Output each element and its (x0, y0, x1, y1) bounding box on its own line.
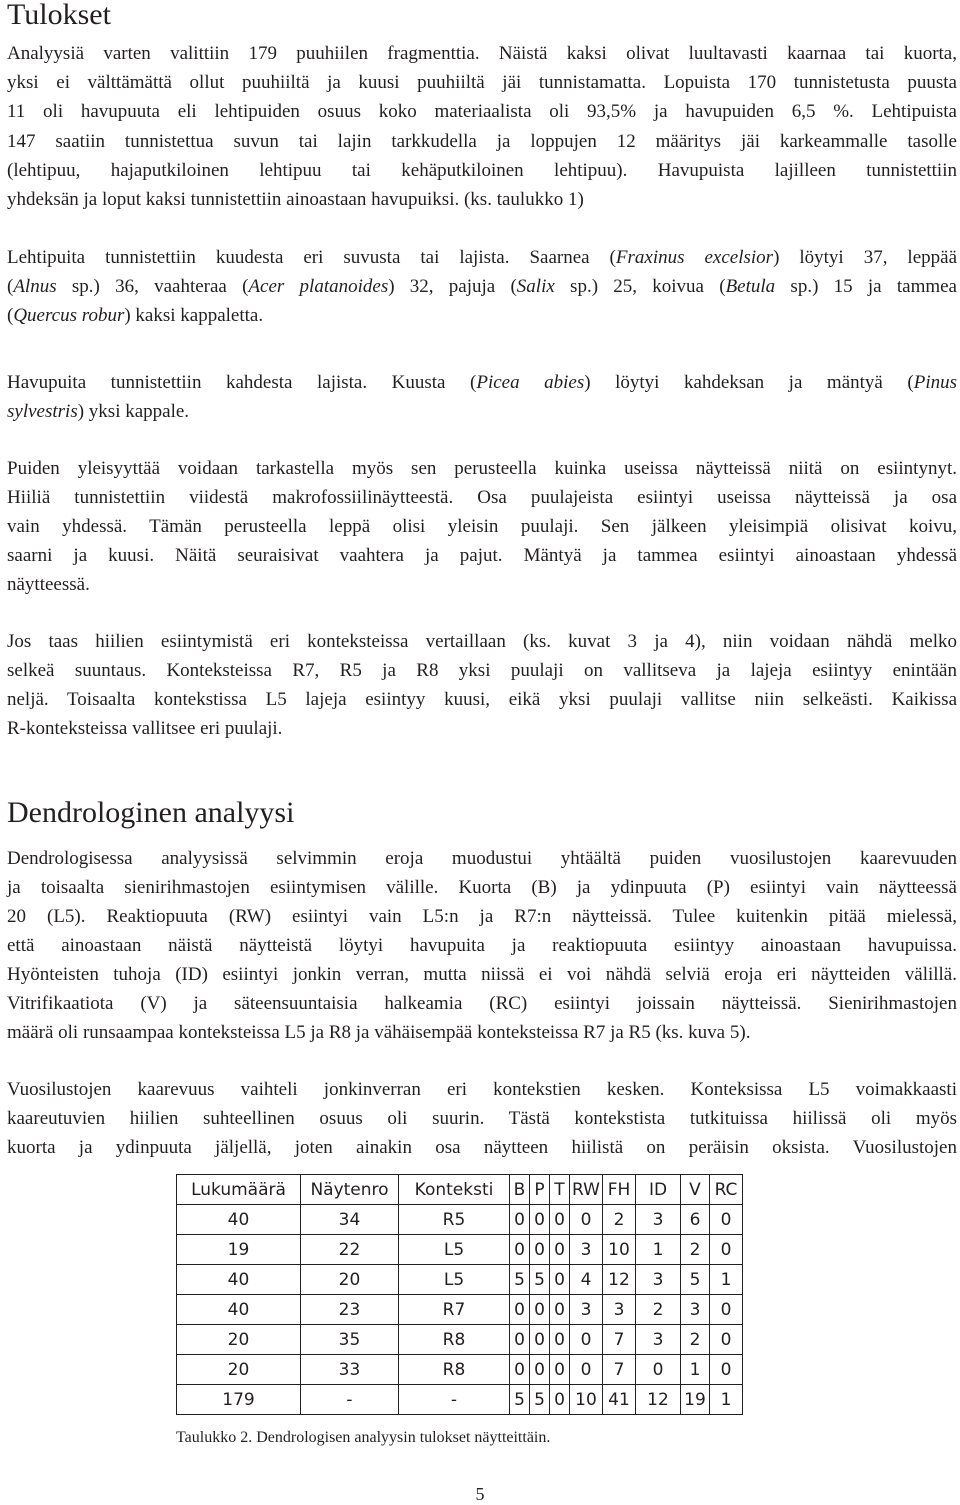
table-cell: 35 (301, 1325, 399, 1355)
header-b: B (510, 1175, 530, 1205)
table-cell: 5 (530, 1385, 550, 1415)
text-line: neljä. Toisaalta kontekstissa L5 lajeja esiintyy kuusi, eikä yksi puulaji vallitse niin selkeästi. Kaikissa (7, 689, 957, 710)
text-line: Lehtipuita tunnistettiin kuudesta eri suvusta tai lajista. Saarnea (Fraxinus excelsior) löytyi 37, leppää (7, 247, 958, 268)
header-fh: FH (603, 1175, 636, 1205)
table-cell: 5 (681, 1265, 710, 1295)
table-cell: 3 (636, 1325, 681, 1355)
species-name: Quercus robur (13, 305, 125, 326)
table-cell: 40 (177, 1265, 301, 1295)
header-sample-number: Näytenro (301, 1175, 399, 1205)
table-cell: 0 (570, 1205, 603, 1235)
section-heading-results: Tulokset (7, 0, 111, 31)
table-row (177, 1235, 743, 1265)
table-cell: 3 (570, 1235, 603, 1265)
text-line: 11 oli havupuuta eli lehtipuiden osuus koko materiaalista oli 93,5% ja havupuiden 6,5 %. Lehtipuista (7, 101, 957, 122)
table-cell: 3 (603, 1295, 636, 1325)
header-t: T (550, 1175, 570, 1205)
table-cell: 0 (510, 1205, 530, 1235)
table-cell: 19 (177, 1235, 301, 1265)
table-cell: 0 (510, 1325, 530, 1355)
table-cell: 1 (710, 1385, 743, 1415)
table-cell: 19 (681, 1385, 710, 1415)
species-name: Salix (516, 276, 555, 297)
table-cell: 20 (177, 1325, 301, 1355)
table-cell: - (399, 1385, 510, 1415)
table-cell: 5 (510, 1385, 530, 1415)
header-rc: RC (710, 1175, 743, 1205)
table-cell: 0 (710, 1235, 743, 1265)
table-cell: 33 (301, 1355, 399, 1385)
table-cell: 2 (603, 1205, 636, 1235)
text-line: kaareutuvien hiilien suhteellinen osuus oli suurin. Tästä kontekstista tutkituissa hiilissä oli myös (7, 1108, 957, 1129)
text-line: (Quercus robur) kaksi kappaletta. (7, 305, 264, 326)
table-cell: 0 (530, 1355, 550, 1385)
species-name: sylvestris (7, 401, 78, 422)
text-line: Hyönteisten tuhoja (ID) esiintyi jonkin verran, mutta niissä ei voi nähdä selviä eroja eri näytteiden välillä. (7, 964, 957, 985)
table-row (177, 1265, 743, 1295)
text-line: näytteessä. (7, 574, 90, 595)
table-cell: 20 (301, 1265, 399, 1295)
table-row (177, 1385, 743, 1415)
table-cell: 0 (550, 1355, 570, 1385)
table-cell: 3 (636, 1265, 681, 1295)
table-row (177, 1295, 743, 1325)
table-cell: L5 (399, 1235, 510, 1265)
table-cell: 0 (510, 1235, 530, 1265)
table-cell: 10 (603, 1235, 636, 1265)
table-cell: 3 (636, 1205, 681, 1235)
header-count: Lukumäärä (177, 1175, 301, 1205)
text-line: kuorta ja ydinpuuta jäljellä, joten ainakin osa näytteen hiilistä on peräisin oksista. Vuosilustojen (7, 1137, 957, 1158)
table-cell: 10 (570, 1385, 603, 1415)
table-cell: 0 (510, 1355, 530, 1385)
section-heading-dendrology: Dendrologinen analyysi (7, 796, 295, 829)
table-cell: 6 (681, 1205, 710, 1235)
text-line: R-konteksteissa vallitsee eri puulaji. (7, 718, 283, 739)
table-header-row (177, 1175, 743, 1205)
species-name: Acer platanoides (248, 276, 389, 297)
text-line: saarni ja kuusi. Näitä seuraisivat vaahtera ja pajut. Mäntyä ja tammea esiintyi ainoastaan yhdessä (7, 545, 957, 566)
table-cell: 34 (301, 1205, 399, 1235)
table-cell: 0 (710, 1325, 743, 1355)
text-line: ja toisaalta sienirihmastojen esiintymisen välille. Kuorta (B) ja ydinpuuta (P) esiintyi vain näytteessä (7, 877, 957, 898)
table-row (177, 1325, 743, 1355)
species-name: Betula (725, 276, 776, 297)
table-cell: 41 (603, 1385, 636, 1415)
table-cell: 4 (570, 1265, 603, 1295)
table-row (177, 1355, 743, 1385)
table-body (177, 1205, 743, 1415)
table-cell: 1 (710, 1265, 743, 1295)
text-line: Analyysiä varten valittiin 179 puuhiilen fragmenttia. Näistä kaksi olivat luultavasti kaarnaa tai kuorta, (7, 43, 957, 64)
table-cell: 1 (636, 1235, 681, 1265)
table-cell: 23 (301, 1295, 399, 1325)
header-v: V (681, 1175, 710, 1205)
table-cell: 179 (177, 1385, 301, 1415)
text-line: Hiiliä tunnistettiin viidestä makrofossiilinäytteestä. Osa puulajeista esiintyi useissa näytteissä ja osa (7, 487, 957, 508)
text-line: 147 saatiin tunnistettua suvun tai lajin tarkkudella ja loppujen 12 määritys jäi karkeammalle tasolle (7, 131, 957, 152)
table-row (177, 1205, 743, 1235)
table-cell: R7 (399, 1295, 510, 1325)
table-cell: 0 (636, 1355, 681, 1385)
header-context: Konteksti (399, 1175, 510, 1205)
table-cell: 0 (530, 1325, 550, 1355)
table-cell: 0 (530, 1235, 550, 1265)
table-cell: 0 (570, 1325, 603, 1355)
text-line: selkeä suuntaus. Konteksteissa R7, R5 ja R8 yksi puulaji on vallitseva ja lajeja esiintyy enintään (7, 660, 957, 681)
table-cell: 0 (550, 1205, 570, 1235)
text-line: 20 (L5). Reaktiopuuta (RW) esiintyi vain L5:n ja R7:n näytteissä. Tulee kuitenkin pitää mielessä, (7, 906, 957, 927)
table-caption: Taulukko 2. Dendrologisen analyysin tulokset näytteittäin. (176, 1429, 551, 1446)
table-cell: 1 (681, 1355, 710, 1385)
table-cell: 7 (603, 1355, 636, 1385)
table-cell: R5 (399, 1205, 510, 1235)
table-cell: 0 (710, 1295, 743, 1325)
text-line: Jos taas hiilien esiintymistä eri konteksteissa vertaillaan (ks. kuvat 3 ja 4), niin voidaan nähdä melko (7, 631, 957, 652)
species-name: Picea abies (476, 372, 585, 393)
text-line: että ainoastaan näistä näytteistä löytyi havupuita ja reaktiopuuta esiintyy ainoastaan havupuissa. (7, 935, 957, 956)
text-line: Vitrifikaatiota (V) ja säteensuuntaisia halkeamia (RC) esiintyi joissain näytteissä. Sienirihmastojen (7, 993, 957, 1014)
table-cell: 20 (177, 1355, 301, 1385)
species-name: Alnus (13, 276, 57, 297)
text-line: Puiden yleisyyttää voidaan tarkastella myös sen perusteella kuinka useissa näytteissä niitä on esiintynyt. (7, 458, 957, 479)
table-cell: 0 (710, 1355, 743, 1385)
table-cell: - (301, 1385, 399, 1415)
table-cell: 0 (530, 1205, 550, 1235)
text-line: Dendrologisessa analyysissä selvimmin eroja muodustui yhtäältä puiden vuosilustojen kaarevuuden (7, 848, 957, 869)
species-name: Pinus (913, 372, 957, 393)
header-id: ID (636, 1175, 681, 1205)
text-line: (Alnus sp.) 36, vaahteraa (Acer platanoides) 32, pajuja (Salix sp.) 25, koivua (Betula sp.) 15 ja tammea (7, 276, 957, 297)
table-cell: 0 (510, 1295, 530, 1325)
text-line: vain yhdessä. Tämän perusteella leppä olisi yleisin puulaji. Sen jälkeen yleisimpiä olisivat koivu, (7, 516, 957, 537)
table-cell: 0 (710, 1205, 743, 1235)
text-line: yhdeksän ja loput kaksi tunnistettiin ainoastaan havupuiksi. (ks. taulukko 1) (7, 189, 584, 210)
table-cell: R8 (399, 1355, 510, 1385)
dendrology-results-table (176, 1174, 743, 1415)
table-cell: 0 (530, 1295, 550, 1325)
table-cell: 2 (681, 1235, 710, 1265)
table-cell: 12 (603, 1265, 636, 1295)
header-p: P (530, 1175, 550, 1205)
table-cell: 0 (550, 1265, 570, 1295)
table-cell: 3 (681, 1295, 710, 1325)
header-rw: RW (570, 1175, 603, 1205)
table-cell: 40 (177, 1295, 301, 1325)
species-name: Fraxinus excelsior (615, 247, 774, 268)
table-cell: 12 (636, 1385, 681, 1415)
table-cell: 3 (570, 1295, 603, 1325)
table-cell: 7 (603, 1325, 636, 1355)
table-cell: 5 (530, 1265, 550, 1295)
table-cell: 2 (636, 1295, 681, 1325)
text-line: yksi ei välttämättä ollut puuhiiltä ja kuusi puuhiiltä jäi tunnistamatta. Lopuista 170 tunnistetusta puusta (7, 72, 957, 93)
table-cell: L5 (399, 1265, 510, 1295)
text-line: määrä oli runsaampaa konteksteissa L5 ja R8 ja vähäisempää konteksteissa R7 ja R5 (ks. kuva 5). (7, 1022, 751, 1043)
text-line: Havupuita tunnistettiin kahdesta lajista. Kuusta (Picea abies) löytyi kahdeksan ja mäntyä (Pinus (7, 372, 957, 393)
text-line: (lehtipuu, hajaputkiloinen lehtipuu tai kehäputkiloinen lehtipuu). Havupuista lajilleen tunnistettiin (7, 160, 957, 181)
text-line: Vuosilustojen kaarevuus vaihteli jonkinverran eri kontekstien kesken. Konteksissa L5 voimakkaasti (7, 1079, 957, 1100)
page-number: 5 (475, 1484, 485, 1504)
table-cell: 22 (301, 1235, 399, 1265)
table-cell: 0 (550, 1295, 570, 1325)
table-cell: 2 (681, 1325, 710, 1355)
table-cell: 5 (510, 1265, 530, 1295)
table-cell: R8 (399, 1325, 510, 1355)
text-line: sylvestris) yksi kappale. (7, 401, 190, 422)
table-cell: 0 (550, 1385, 570, 1415)
table-cell: 0 (570, 1355, 603, 1385)
table-cell: 40 (177, 1205, 301, 1235)
table-cell: 0 (550, 1325, 570, 1355)
table-cell: 0 (550, 1235, 570, 1265)
